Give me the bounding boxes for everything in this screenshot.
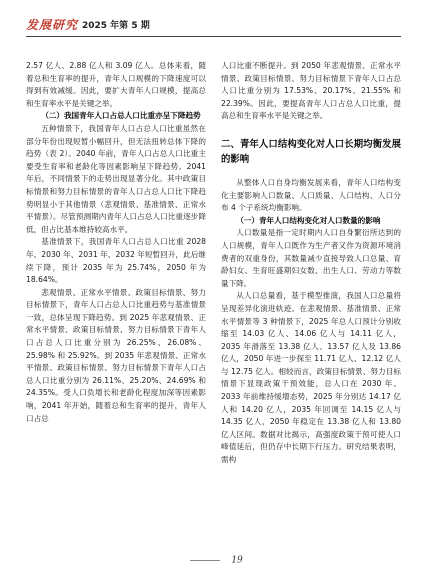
footer-dash xyxy=(190,560,220,561)
paragraph: 从整体人口自身均衡发展来看，青年人口结构变化主要影响人口数量、人口质量、人口结构、人口分布 4 个子系统均衡影响。 xyxy=(221,177,401,213)
journal-logo: 发展研究 xyxy=(26,18,79,32)
page-number: 19 xyxy=(231,555,243,566)
paragraph: 从人口总量看，基于模型推演，我国人口总量将呈现差异化演进轨迹。在悲观情景、基准情景、正常水平情景等 3 种情景下，2025 年总人口预计分别收缩至 14.03 亿人、14.06 亿人与 14.11 亿人，2035 年滑落至 13.38 亿人、13.57 亿人及 13.86 亿人，2050 年进一步探至 11.71 亿人、12.12 亿人与 12.75 亿人。相较而言，政策目标情景、努力目标情景下显现政策干预效能，总人口在 2030 年、2033 年前维持缓增态势，2025 年分别达 14.17 亿人和 14.20 亿人，2035 年回调至 14.15 亿人与 14.35 亿人，2050 年稳定在 13.38 亿人和 13.80 亿人区间。数据对比揭示，高强度政策干预可使人口峰值延后，但仍存中长期下行压力。研究结果表明，需构 xyxy=(221,291,401,465)
paragraph: 基准情景下，我国青年人口占总人口比重 2028 年、2030 年、2031 年、2032 年短暂回升，此后继续下降，预计 2035 年为 25.74%，2050 年为 18.64%。 xyxy=(26,237,206,285)
issue-label: 2025 年第 5 期 xyxy=(82,21,150,31)
page-footer xyxy=(0,550,427,569)
page-header xyxy=(26,14,401,34)
paragraph: 五种情景下，我国青年人口占总人口比重虽然在部分年份出现短暂小幅回升，但无法扭转总体下降的趋势（表 2）。2040 年前，青年人口占总人口比重主要受生育率和老龄化等因素影响呈下降趋势。2041 年后，不同情景下的走势出现显著分化。其中政策目标情景和努力目标情景的青年人口占总人口比下降趋势明显小于其他情景（悲观情景、基准情景、正常水平情景）。尽管预测期内青年人口占总人口比重逐步降低，但占比基本维持较高水平。 xyxy=(26,123,206,234)
paragraph: 2.57 亿人、2.88 亿人和 3.09 亿人。总体来看，随着总和生育率的提升，青年人口规模的下降速度可以得到有效减缓。因此，要扩大青年人口规模，提高总和生育率水平是关键之举。 xyxy=(26,61,206,108)
subsection-heading: （二）我国青年人口占总人口比重亦呈下降趋势 xyxy=(41,111,201,121)
paragraph: 人口数量是指一定时期内人口自身繁衍所达到的人口规模，青年人口既作为生产者又作为资源环境消费者的双重身份，其数量减少直接导致人口总量、育龄妇女、生育旺盛期妇女数、出生人口、劳动力等数量下降。 xyxy=(221,228,401,288)
paragraph: 人口比重不断提升。到 2050 年悲观情景、正常水平情景、政策目标情景、努力目标情景下青年人口占总人口比重分别为 17.53%、20.17%、21.55% 和 22.39%。因此，要提高青年人口占总人口比重，提高总和生育率水平是关键之举。 xyxy=(221,61,401,121)
section-title: 二、青年人口结构变化对人口长期均衡发展的影响 xyxy=(221,138,401,165)
paragraph: 悲观情景、正常水平情景、政策目标情景、努力目标情景下，青年人口占总人口比重趋势与基准情景一致，总体呈现下降趋势。到 2025 年悲观情景、正常水平情景、政策目标情景、努力目标情景下青年人口占总人口比重分别为 26.25%、26.08%、25.98% 和 25.92%。到 2035 年悲观情景、正常水平情景、政策目标情景、努力目标情景下青年人口占总人口比重分别为 26.11%、25.20%、24.69% 和 24.35%。受人口负增长和老龄化程度加深等因素影响，2041 年开始，随着总和生育率的提升，青年人口占总 xyxy=(26,287,206,423)
right-column xyxy=(221,60,401,467)
left-column xyxy=(26,60,206,425)
header-rule xyxy=(26,36,401,37)
subsection-heading: （一）青年人口结构变化对人口数量的影响 xyxy=(236,215,381,225)
